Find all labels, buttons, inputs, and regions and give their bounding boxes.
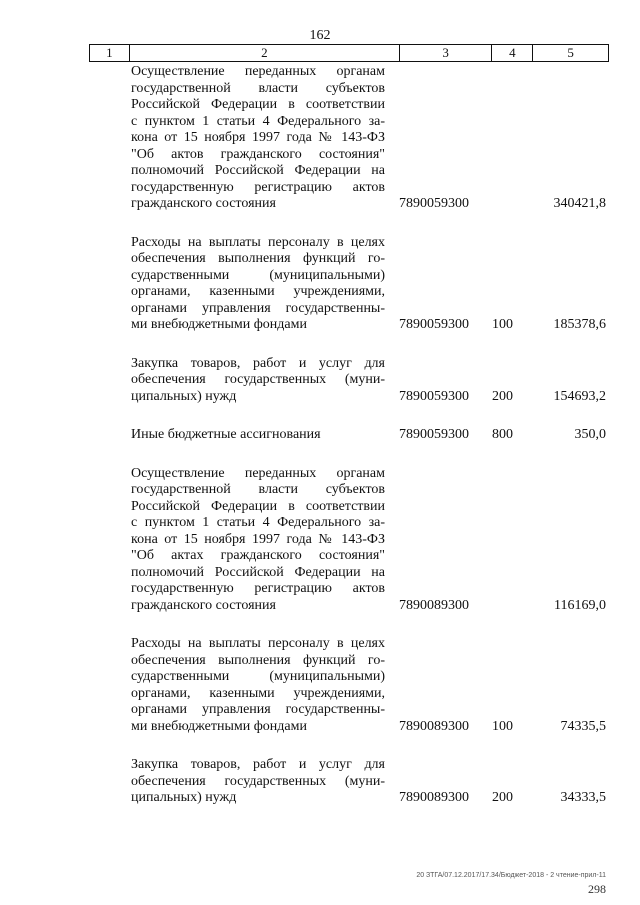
description-line: гражданского состояния: [131, 597, 276, 613]
description-line: государственной власти субъектов: [131, 80, 385, 96]
header-col-5: 5: [567, 45, 574, 60]
description-line: органами управления государственны-: [131, 300, 385, 316]
description-line: с пунктом 1 статьи 4 Федерального за-: [131, 113, 385, 129]
row-description: [131, 235, 385, 334]
row-expense-type: 200: [492, 790, 513, 805]
table-row: [0, 757, 640, 807]
description-line: органами, казенными учреждениями,: [131, 284, 385, 299]
description-line: сударственными (муниципальными): [131, 669, 385, 684]
table-row: [0, 356, 640, 406]
row-amount: 340421,8: [553, 196, 606, 211]
description-line: гражданского состояния: [131, 196, 276, 211]
row-expense-type: 800: [492, 427, 513, 442]
description-line: сударственными (муниципальными): [131, 267, 385, 283]
header-col-2: 2: [130, 45, 400, 61]
description-line: Российской Федерации в соответствии: [131, 498, 385, 514]
description-line: обеспечения государственных (муни-: [131, 773, 385, 789]
page-number: 162: [309, 28, 331, 43]
description-line: Осуществление переданных органам: [131, 465, 385, 481]
row-description: [131, 356, 385, 406]
row-code: 7890089300: [399, 718, 469, 734]
description-line: ципальных) нужд: [131, 790, 237, 805]
description-line: с пунктом 1 статьи 4 Федерального за-: [131, 515, 385, 530]
table-body: [0, 64, 640, 829]
description-line: Закупка товаров, работ и услуг для: [131, 757, 385, 772]
description-line: Расходы на выплаты персоналу в целях: [131, 636, 385, 651]
description-line: Осуществление переданных органам: [131, 64, 385, 79]
row-code: 7890059300: [399, 196, 469, 211]
row-code: 7890089300: [399, 597, 469, 613]
row-amount: 185378,6: [553, 317, 606, 332]
table-row: [0, 235, 640, 334]
description-line: Российской Федерации в соответствии: [131, 97, 385, 112]
table-header: [89, 44, 609, 62]
row-expense-type: 100: [492, 317, 513, 332]
row-amount: 74335,5: [560, 718, 606, 734]
table-row: [0, 466, 640, 615]
row-code: 7890059300: [399, 317, 469, 332]
description-line: кона от 15 ноября 1997 года № 143-ФЗ: [131, 531, 385, 547]
table-row: [0, 636, 640, 735]
description-line: государственную регистрацию актов: [131, 581, 385, 596]
description-line: государственную регистрацию актов: [131, 179, 385, 195]
file-stamp: 20 ЗТГА/07.12.2017/17.34/Бюджет-2018 - 2 чтение-прил-11: [416, 872, 606, 879]
row-expense-type: 100: [492, 718, 513, 734]
description-line: ми внебюджетными фондами: [131, 718, 307, 734]
row-code: 7890089300: [399, 790, 469, 805]
row-amount: 34333,5: [560, 790, 606, 805]
description-line: органами управления государственны-: [131, 702, 385, 717]
description-line: ципальных) нужд: [131, 388, 237, 404]
description-line: государственной власти субъектов: [131, 482, 385, 497]
description-line: обеспечения государственных (муни-: [131, 372, 385, 387]
row-code: 7890059300: [399, 427, 469, 442]
row-code: 7890059300: [399, 388, 469, 404]
description-line: полномочий Российской Федерации на: [131, 564, 385, 580]
description-line: ми внебюджетными фондами: [131, 317, 307, 332]
description-line: кона от 15 ноября 1997 года № 143-ФЗ: [131, 130, 385, 145]
table-row: [0, 427, 640, 444]
header-col-1: 1: [90, 45, 130, 61]
sheet-number: 298: [588, 882, 606, 896]
row-amount: 350,0: [574, 427, 606, 442]
row-expense-type: 200: [492, 388, 513, 404]
description-line: обеспечения выполнения функций го-: [131, 652, 385, 668]
row-description: [131, 427, 385, 444]
row-amount: 154693,2: [553, 388, 606, 404]
description-line: Закупка товаров, работ и услуг для: [131, 355, 385, 371]
description-line: обеспечения выполнения функций го-: [131, 251, 385, 266]
description-line: "Об актов гражданского состояния": [131, 146, 385, 162]
header-col-3: 3: [400, 45, 493, 61]
row-description: [131, 466, 385, 615]
description-line: органами, казенными учреждениями,: [131, 685, 385, 701]
table-row: [0, 64, 640, 213]
description-line: "Об актах гражданского состояния": [131, 548, 385, 563]
row-description: [131, 636, 385, 735]
description-line: полномочий Российской Федерации на: [131, 163, 385, 178]
description-line: Иные бюджетные ассигнования: [131, 427, 321, 442]
row-amount: 116169,0: [554, 597, 606, 613]
description-line: Расходы на выплаты персоналу в целях: [131, 234, 385, 250]
row-description: [131, 757, 385, 807]
row-description: [131, 64, 385, 213]
header-col-4: 4: [492, 45, 533, 61]
